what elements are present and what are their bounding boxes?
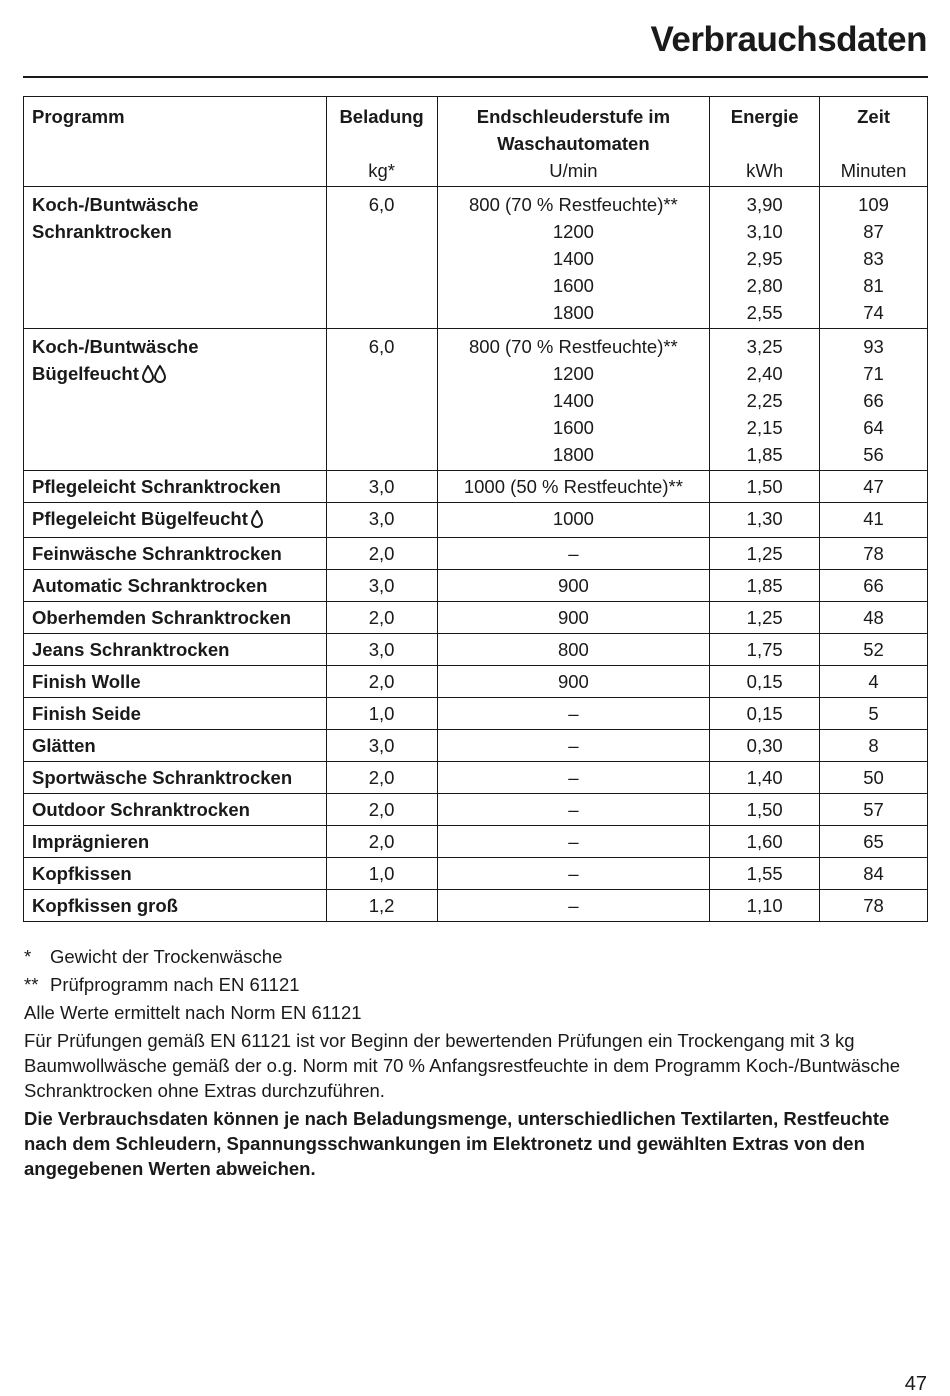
program-name-cell xyxy=(24,794,327,826)
time-cell: 84 xyxy=(820,858,928,890)
energy-cell: 1,50 xyxy=(710,471,820,503)
energy-cell: 1,25 xyxy=(710,538,820,570)
header-load: Beladung xyxy=(326,97,437,158)
spin-cell: – xyxy=(437,538,710,570)
table-unit-row xyxy=(24,157,928,187)
spin-value: 1400 xyxy=(552,248,594,269)
energy-value: 2,15 xyxy=(746,417,783,438)
program-name-line: Bügelfeucht xyxy=(32,363,139,384)
program-name: Sportwäsche Schranktrocken xyxy=(32,767,293,788)
program-name-cell xyxy=(24,666,327,698)
time-value: 81 xyxy=(863,275,884,296)
table-row xyxy=(24,538,928,570)
title-divider xyxy=(23,76,928,78)
spin-cell: 900 xyxy=(437,666,710,698)
program-name-cell xyxy=(24,602,327,634)
load-cell: 3,0 xyxy=(326,503,437,538)
program-name-cell xyxy=(24,503,327,538)
energy-cell: 1,30 xyxy=(710,503,820,538)
program-name-cell xyxy=(24,187,327,329)
time-value: 74 xyxy=(863,302,884,323)
load-cell: 2,0 xyxy=(326,666,437,698)
program-name-cell xyxy=(24,634,327,666)
spin-cell: – xyxy=(437,890,710,922)
consumption-table xyxy=(23,96,928,922)
load-cell xyxy=(326,187,437,329)
program-name: Outdoor Schranktrocken xyxy=(32,799,250,820)
unit-time: Minuten xyxy=(820,157,928,187)
energy-value: 2,40 xyxy=(746,363,783,384)
spin-value: 800 (70 % Restfeuchte)** xyxy=(469,194,678,215)
time-cell: 48 xyxy=(820,602,928,634)
energy-cell: 1,85 xyxy=(710,570,820,602)
time-value: 64 xyxy=(863,417,884,438)
load-cell: 1,0 xyxy=(326,858,437,890)
spin-cell: – xyxy=(437,858,710,890)
spin-value: 1200 xyxy=(552,363,594,384)
load-cell: 2,0 xyxy=(326,826,437,858)
time-cell: 50 xyxy=(820,762,928,794)
program-name-cell xyxy=(24,890,327,922)
footnote-text: Prüfprogramm nach EN 61121 xyxy=(50,974,300,995)
energy-cell: 0,15 xyxy=(710,698,820,730)
time-cell: 41 xyxy=(820,503,928,538)
disclaimer: Die Verbrauchsdaten können je nach Beladungsmenge, unterschiedlichen Textilarten, Restfeuchte nach dem Schleudern, Spannungsschwankungen im Elektronetz und gewählten Extras von den angegebenen Werten abweichen. xyxy=(24,1108,890,1179)
program-name-cell xyxy=(24,698,327,730)
spin-cell: – xyxy=(437,698,710,730)
load-cell: 3,0 xyxy=(326,730,437,762)
time-cell: 65 xyxy=(820,826,928,858)
load-cell: 3,0 xyxy=(326,634,437,666)
time-value: 83 xyxy=(863,248,884,269)
table-row xyxy=(24,762,928,794)
table-row xyxy=(24,187,928,329)
time-cell: 78 xyxy=(820,890,928,922)
load-value: 6,0 xyxy=(368,336,395,357)
energy-cell: 1,10 xyxy=(710,890,820,922)
program-name-cell xyxy=(24,471,327,503)
program-name-cell xyxy=(24,538,327,570)
table-row xyxy=(24,826,928,858)
header-spin-line1: Endschleuderstufe im xyxy=(476,106,671,127)
program-name: Feinwäsche Schranktrocken xyxy=(32,543,282,564)
spin-value: 1800 xyxy=(552,444,594,465)
spin-cell: 1000 (50 % Restfeuchte)** xyxy=(437,471,710,503)
energy-value: 1,85 xyxy=(746,444,783,465)
header-spin-line2: Waschautomaten xyxy=(497,133,650,154)
unit-load: kg* xyxy=(326,157,437,187)
time-value: 87 xyxy=(863,221,884,242)
header-time: Zeit xyxy=(820,97,928,158)
footnote-mark: ** xyxy=(24,974,39,995)
table-row xyxy=(24,890,928,922)
program-name: Imprägnieren xyxy=(32,831,150,852)
double-drop-icon xyxy=(142,363,166,390)
norm-note: Alle Werte ermittelt nach Norm EN 61121 xyxy=(24,1002,362,1023)
footnote-mark: * xyxy=(24,946,32,967)
time-value: 109 xyxy=(858,194,889,215)
spin-cell: 1000 xyxy=(437,503,710,538)
table-row xyxy=(24,570,928,602)
time-cell xyxy=(820,329,928,471)
time-cell xyxy=(820,187,928,329)
time-cell: 66 xyxy=(820,570,928,602)
time-cell: 57 xyxy=(820,794,928,826)
program-name-line-with-icon xyxy=(32,360,326,390)
energy-cell: 0,30 xyxy=(710,730,820,762)
page-title: Verbrauchsdaten xyxy=(650,20,927,59)
footnotes xyxy=(24,944,914,1184)
energy-cell xyxy=(710,187,820,329)
load-cell: 2,0 xyxy=(326,762,437,794)
energy-cell: 0,15 xyxy=(710,666,820,698)
program-name: Pflegeleicht Bügelfeucht xyxy=(32,508,248,529)
table-row xyxy=(24,602,928,634)
spin-value: 1800 xyxy=(552,302,594,323)
time-cell: 4 xyxy=(820,666,928,698)
time-value: 56 xyxy=(863,444,884,465)
load-cell: 3,0 xyxy=(326,570,437,602)
program-name: Pflegeleicht Schranktrocken xyxy=(32,476,281,497)
footnote-test-program xyxy=(24,972,914,997)
time-cell: 47 xyxy=(820,471,928,503)
single-drop-icon xyxy=(251,508,263,536)
energy-cell: 1,55 xyxy=(710,858,820,890)
program-name-cell xyxy=(24,570,327,602)
spin-cell xyxy=(437,187,710,329)
energy-cell: 1,50 xyxy=(710,794,820,826)
header-energy: Energie xyxy=(710,97,820,158)
energy-cell: 1,75 xyxy=(710,634,820,666)
time-cell: 8 xyxy=(820,730,928,762)
program-name-line: Schranktrocken xyxy=(32,221,172,242)
table-row xyxy=(24,329,928,471)
table-row xyxy=(24,471,928,503)
program-name: Automatic Schranktrocken xyxy=(32,575,268,596)
page-number: 47 xyxy=(904,1373,927,1395)
table-row xyxy=(24,666,928,698)
load-cell: 1,0 xyxy=(326,698,437,730)
program-name: Oberhemden Schranktrocken xyxy=(32,607,292,628)
energy-value: 2,95 xyxy=(746,248,783,269)
program-name-line: Koch-/Buntwäsche xyxy=(32,336,199,357)
spin-cell: – xyxy=(437,762,710,794)
program-name-cell xyxy=(24,858,327,890)
spin-cell: 800 xyxy=(437,634,710,666)
program-name: Finish Seide xyxy=(32,703,141,724)
table-row xyxy=(24,634,928,666)
energy-cell xyxy=(710,329,820,471)
table-row xyxy=(24,858,928,890)
time-cell: 52 xyxy=(820,634,928,666)
time-cell: 5 xyxy=(820,698,928,730)
spin-value: 1600 xyxy=(552,275,594,296)
program-name: Kopfkissen groß xyxy=(32,895,178,916)
energy-value: 3,25 xyxy=(746,336,783,357)
table-row xyxy=(24,730,928,762)
spin-value: 800 (70 % Restfeuchte)** xyxy=(469,336,678,357)
unit-energy: kWh xyxy=(710,157,820,187)
spin-cell: – xyxy=(437,794,710,826)
program-name-cell xyxy=(24,329,327,471)
footnote-text: Gewicht der Trockenwäsche xyxy=(50,946,283,967)
table-row xyxy=(24,698,928,730)
program-name: Finish Wolle xyxy=(32,671,141,692)
time-value: 66 xyxy=(863,390,884,411)
energy-value: 2,80 xyxy=(746,275,783,296)
time-value: 93 xyxy=(863,336,884,357)
spin-cell: 900 xyxy=(437,602,710,634)
time-cell: 78 xyxy=(820,538,928,570)
unit-program xyxy=(24,157,327,187)
spin-cell xyxy=(437,329,710,471)
table-row xyxy=(24,503,928,538)
load-cell: 2,0 xyxy=(326,538,437,570)
spin-cell: – xyxy=(437,826,710,858)
energy-cell: 1,60 xyxy=(710,826,820,858)
energy-value: 3,90 xyxy=(746,194,783,215)
load-cell: 2,0 xyxy=(326,602,437,634)
header-spin xyxy=(437,97,710,158)
table-header-row xyxy=(24,97,928,158)
load-value: 6,0 xyxy=(368,194,395,215)
footnote-weight xyxy=(24,944,914,969)
spin-cell: – xyxy=(437,730,710,762)
program-name: Kopfkissen xyxy=(32,863,132,884)
table-body xyxy=(24,187,928,922)
unit-spin: U/min xyxy=(437,157,710,187)
load-cell: 2,0 xyxy=(326,794,437,826)
energy-cell: 1,40 xyxy=(710,762,820,794)
program-name: Glätten xyxy=(32,735,96,756)
spin-cell: 900 xyxy=(437,570,710,602)
program-name-cell xyxy=(24,826,327,858)
energy-cell: 1,25 xyxy=(710,602,820,634)
energy-value: 3,10 xyxy=(746,221,783,242)
energy-value: 2,55 xyxy=(746,302,783,323)
spin-value: 1200 xyxy=(552,221,594,242)
program-name-cell xyxy=(24,730,327,762)
program-name: Jeans Schranktrocken xyxy=(32,639,230,660)
program-name-cell xyxy=(24,762,327,794)
load-cell xyxy=(326,329,437,471)
test-instruction: Für Prüfungen gemäß EN 61121 ist vor Beginn der bewertenden Prüfungen ein Trockengang mit 3 kg Baumwollwäsche gemäß der o.g. Norm mit 70 % Anfangsrestfeuchte in dem Programm Koch-/Buntwäsche Schranktrocken ohne Extras durchzuführen. xyxy=(24,1030,901,1101)
header-program: Programm xyxy=(24,97,327,158)
table-row xyxy=(24,794,928,826)
program-name-line: Koch-/Buntwäsche xyxy=(32,194,199,215)
load-cell: 1,2 xyxy=(326,890,437,922)
spin-value: 1600 xyxy=(552,417,594,438)
energy-value: 2,25 xyxy=(746,390,783,411)
spin-value: 1400 xyxy=(552,390,594,411)
load-cell: 3,0 xyxy=(326,471,437,503)
time-value: 71 xyxy=(863,363,884,384)
